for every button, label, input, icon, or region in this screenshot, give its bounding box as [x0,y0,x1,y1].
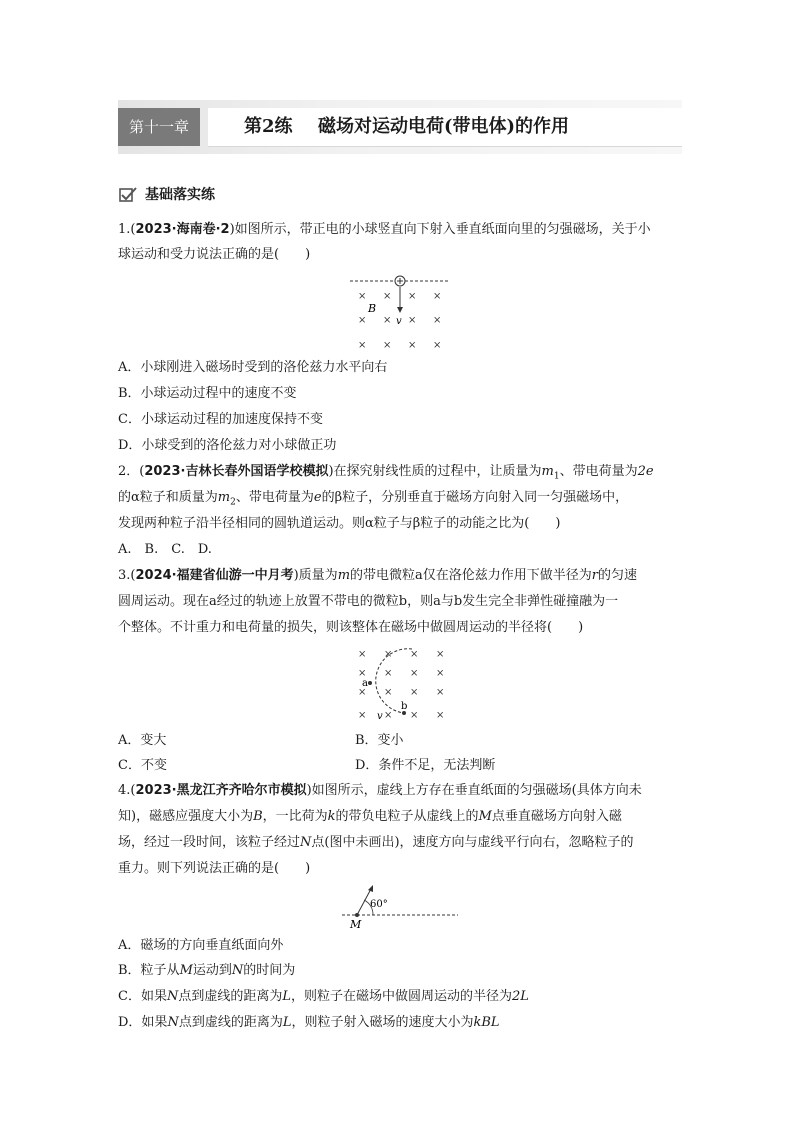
svg-text:×: × [436,649,445,660]
q3-source: 2024·福建省仙游一中月考 [135,568,294,583]
q4-source: 2023·黑龙江齐齐哈尔市模拟 [135,783,307,798]
q2-source: 2023·吉林长春外国语学校模拟 [144,464,329,479]
q4-figure [338,882,462,930]
chapter-label: 第十一章 [118,108,200,146]
q1-option-a: A．小球刚进入磁场时受到的洛伦兹力水平向右 [118,360,388,375]
svg-text:×: × [408,291,417,302]
q3-option-a: A．变大 [118,733,167,748]
q3-option-b: B．变小 [355,733,404,748]
q4-line-3: 场，经过一段时间，该粒子经过N点(图中未画出)，速度方向与虚线平行向右，忽略粒子的 [118,835,634,850]
q4-option-d: D．如果N点到虚线的距离为L，则粒子射入磁场的速度大小为kBL [118,1015,500,1030]
checkbox-icon [119,187,137,203]
q1-option-d: D．小球受到的洛伦兹力对小球做正功 [118,438,337,453]
q4-line-1: 4.(2023·黑龙江齐齐哈尔市模拟)如图所示，虚线上方存在垂直纸面的匀强磁场(具体方向未 [118,783,642,798]
svg-text:×: × [384,668,393,679]
svg-text:×: × [410,649,419,660]
q4-option-c: C．如果N点到虚线的距离为L，则粒子在磁场中做圆周运动的半径为2L [118,989,529,1004]
q4-option-a: A．磁场的方向垂直纸面向外 [118,938,284,953]
q4-angle-label: 60° [370,899,388,910]
svg-text:×: × [383,315,392,326]
q3-particle-a: a [362,678,368,689]
lesson-title-bar [208,108,682,147]
svg-text:×: × [358,315,367,326]
q1-velocity-label: v [396,316,402,327]
q1-line-2: 球运动和受力说法正确的是( ) [118,247,311,262]
q3-option-d: D．条件不足，无法判断 [355,758,496,773]
svg-text:×: × [384,687,393,698]
q4-line-2: 知)，磁感应强度大小为B，一比荷为k的带负电粒子从虚线上的M点垂直磁场方向射入磁 [118,809,622,824]
q1-field-label: B [368,302,377,315]
svg-text:×: × [358,668,367,679]
svg-text:×: × [410,710,419,721]
q1-source: 2023·海南卷·2 [135,222,230,237]
lesson-title: 磁场对运动电荷(带电体)的作用 [318,116,570,137]
svg-text:×: × [436,668,445,679]
q2-line-3: 发现两种粒子沿半径相同的圆轨道运动。则α粒子与β粒子的动能之比为( ) [118,516,561,531]
svg-text:×: × [358,710,367,721]
svg-text:×: × [408,340,417,351]
svg-text:×: × [433,291,442,302]
q1-figure [345,272,455,352]
q1-option-c: C．小球运动过程的加速度保持不变 [118,412,323,427]
svg-text:×: × [410,668,419,679]
q2-options: A. B. C. D. [118,542,212,557]
q1-option-b: B．小球运动过程中的速度不变 [118,386,297,401]
svg-text:×: × [358,687,367,698]
svg-text:×: × [433,340,442,351]
svg-text:×: × [433,315,442,326]
lesson-number: 第2练 [244,116,293,137]
svg-text:×: × [384,710,393,721]
q3-line-1: 3.(2024·福建省仙游一中月考)质量为m的带电微粒a仅在洛伦兹力作用下做半径为r的匀速 [118,568,638,583]
svg-text:×: × [358,340,367,351]
svg-text:×: × [358,649,367,660]
svg-text:×: × [436,710,445,721]
svg-text:×: × [383,291,392,302]
q1-line-1: 1.(2023·海南卷·2)如图所示，带正电的小球竖直向下射入垂直纸面向里的匀强磁场，关于小 [118,222,651,237]
svg-text:×: × [408,315,417,326]
q3-figure [352,643,452,723]
q2-line-1: 2．(2023·吉林长春外国语学校模拟)在探究射线性质的过程中，让质量为$m_1$、带电荷量为2e [118,464,654,482]
q4-point-m: M [350,918,362,930]
q4-line-4: 重力。则下列说法正确的是( ) [118,861,311,876]
svg-text:×: × [383,340,392,351]
q3-option-c: C．不变 [118,758,167,773]
q3-particle-b: b [401,701,408,712]
chapter-header [118,100,682,154]
q3-velocity-label: v [377,711,383,722]
section-title: 基础落实练 [145,187,215,203]
q3-line-2: 圆周运动。现在a经过的轨迹上放置不带电的微粒b，则a与b发生完全非弹性碰撞融为一 [118,594,619,609]
svg-text:×: × [436,687,445,698]
svg-text:×: × [358,291,367,302]
q2-line-2: 的α粒子和质量为$m_2$、带电荷量为e的β粒子，分别垂直于磁场方向射入同一匀强磁场中， [118,490,629,508]
q4-option-b: B．粒子从M运动到N的时间为 [118,963,296,978]
svg-text:×: × [384,649,393,660]
q3-line-3: 个整体。不计重力和电荷量的损失，则该整体在磁场中做圆周运动的半径将( ) [118,620,584,635]
svg-text:×: × [410,687,419,698]
